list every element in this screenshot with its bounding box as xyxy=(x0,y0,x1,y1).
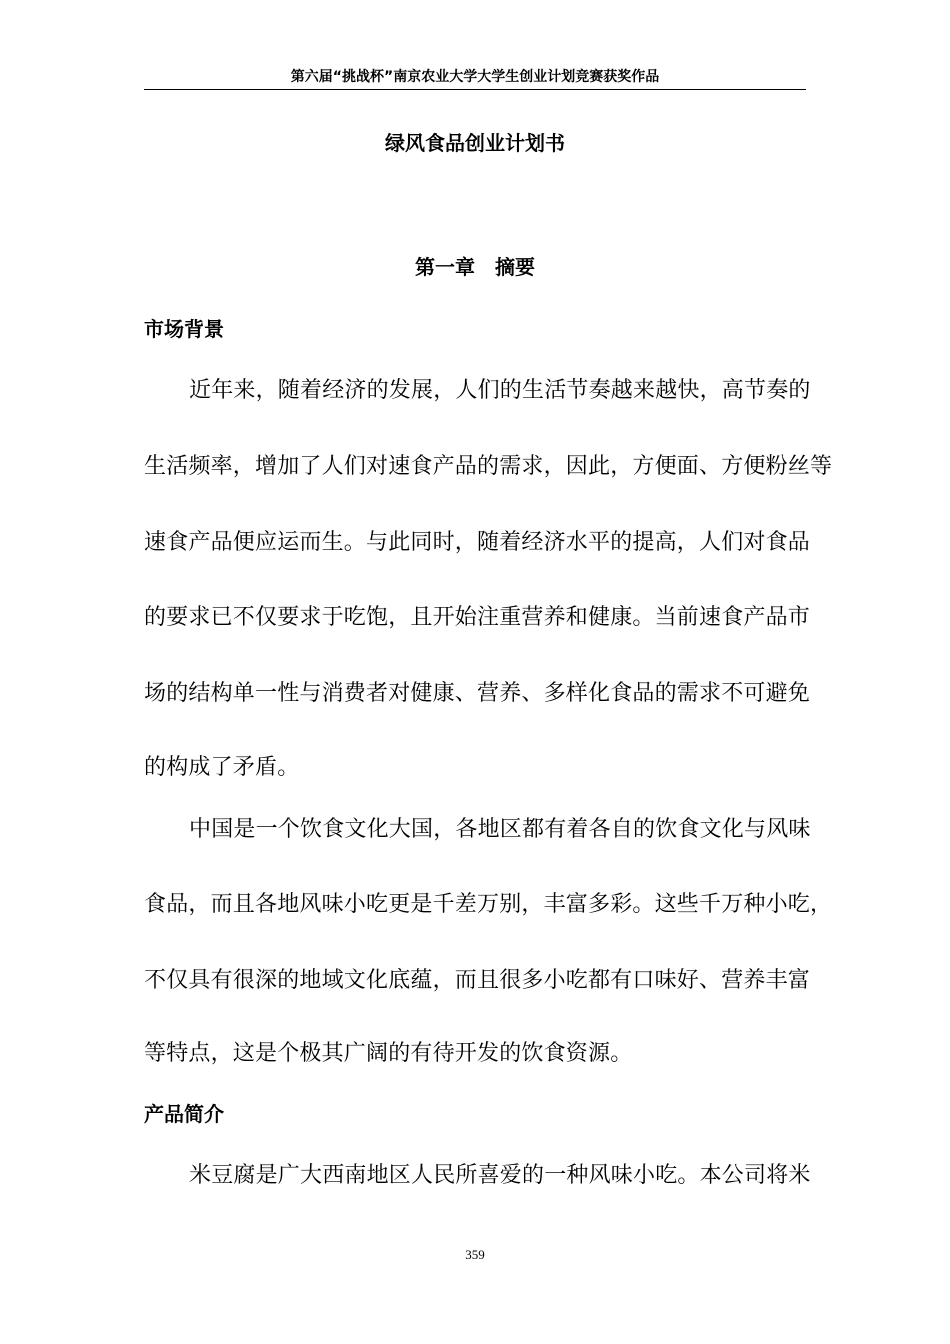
paragraph-line: 中国是一个饮食文化大国，各地区都有着各自的饮食文化与风味 xyxy=(189,817,811,842)
paragraph-line: 生活频率，增加了人们对速食产品的需求，因此，方便面、方便粉丝等 xyxy=(144,454,833,479)
paragraph-line: 的要求已不仅要求于吃饱，且开始注重营养和健康。当前速食产品市 xyxy=(144,605,811,630)
paragraph-line: 近年来，随着经济的发展，人们的生活节奏越来越快，高节奏的 xyxy=(189,378,811,403)
document-title: 绿风食品创业计划书 xyxy=(385,131,565,155)
paragraph-line: 场的结构单一性与消费者对健康、营养、多样化食品的需求不可避免 xyxy=(144,681,811,706)
chapter-title: 第一章 摘要 xyxy=(415,255,535,279)
paragraph-line: 等特点，这是个极其广阔的有待开发的饮食资源。 xyxy=(144,1041,633,1066)
section-heading-market-background: 市场背景 xyxy=(144,317,224,341)
paragraph-line: 不仅具有很深的地域文化底蕴，而且很多小吃都有口味好、营养丰富 xyxy=(144,968,811,993)
page-number: 359 xyxy=(465,1247,485,1262)
paragraph-line: 速食产品便应运而生。与此同时，随着经济水平的提高，人们对食品 xyxy=(144,530,811,555)
header-rule xyxy=(144,89,806,90)
section-heading-product-intro: 产品简介 xyxy=(144,1102,224,1126)
paragraph-line: 食品，而且各地风味小吃更是千差万别，丰富多彩。这些千万种小吃， xyxy=(144,892,833,917)
running-header: 第六届“挑战杯”南京农业大学大学生创业计划竞赛获奖作品 xyxy=(290,69,660,85)
paragraph-line: 米豆腐是广大西南地区人民所喜爱的一种风味小吃。本公司将米 xyxy=(189,1163,811,1188)
paragraph-line: 的构成了矛盾。 xyxy=(144,755,300,780)
